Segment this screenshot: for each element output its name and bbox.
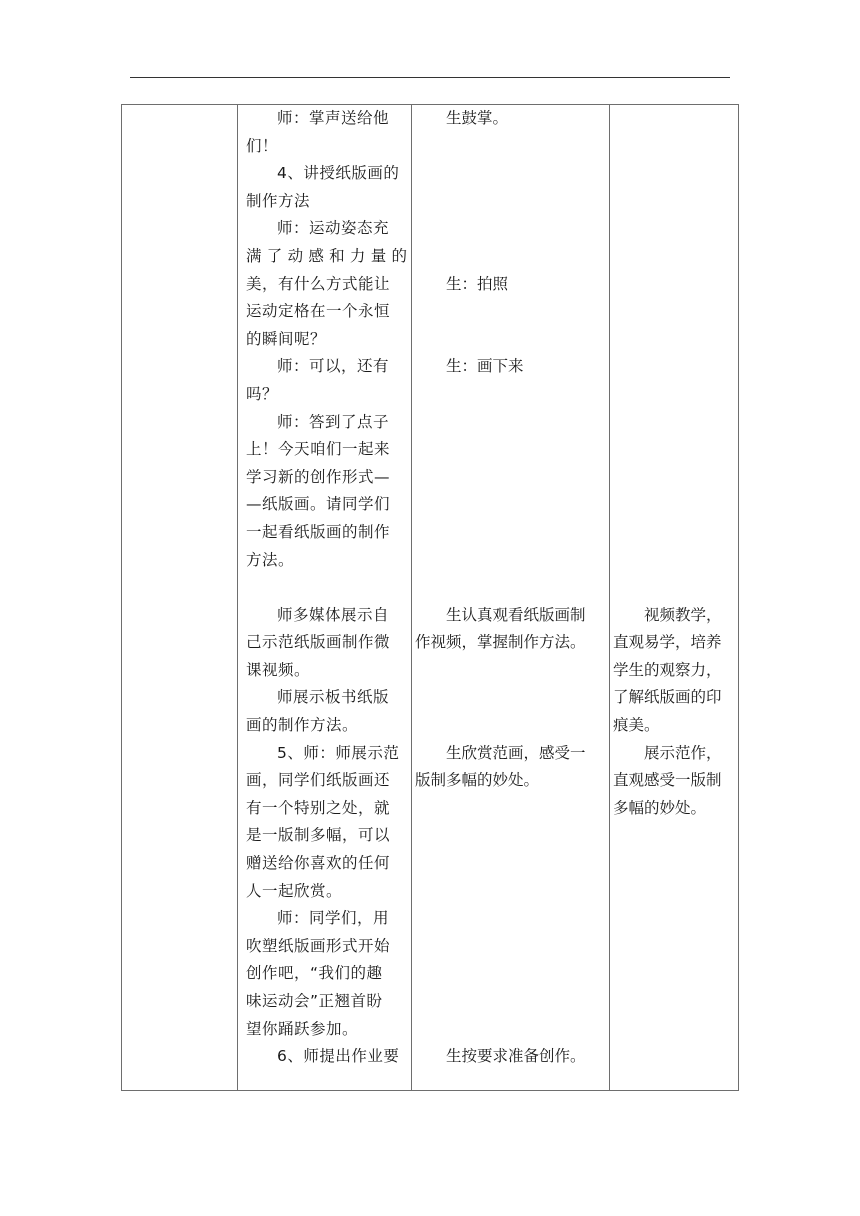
header-rule [130, 77, 730, 78]
blank-line [613, 574, 738, 602]
blank-line [415, 933, 609, 961]
text-line: 作视频，掌握制作方法。 [415, 633, 586, 652]
text-line: 视频教学， [644, 605, 722, 624]
text-line: 了解纸版画的印 [613, 688, 722, 707]
text-line: 生：拍照 [446, 274, 509, 293]
text-line: 展示范作， [644, 743, 722, 762]
blank-line [613, 160, 738, 188]
blank-line [613, 271, 738, 299]
text-line: 痕美。 [613, 716, 660, 735]
text-line: 上！今天咱们一起来 [246, 440, 391, 459]
blank-line [613, 381, 738, 409]
teacher-activity-cell [238, 105, 412, 1091]
blank-line [415, 960, 609, 988]
blank-line [613, 243, 738, 271]
text-line: 人一起欣赏。 [246, 881, 343, 900]
text-line: 赠送给你喜欢的任何 [246, 854, 391, 873]
blank-line [613, 519, 738, 547]
text-line: 生：画下来 [446, 357, 524, 376]
text-line: 学生的观察力， [613, 660, 722, 679]
text-line: 们！ [246, 136, 279, 155]
blank-line [415, 905, 609, 933]
design-intent-cell [610, 105, 739, 1091]
student-activity-lines [415, 105, 609, 1071]
blank-line [613, 326, 738, 354]
blank-line [415, 133, 609, 161]
text-line: 画，同学们纸版画还 [246, 771, 391, 790]
blank-line [415, 326, 609, 354]
design-intent-lines [613, 105, 738, 822]
text-line: 制作方法 [246, 191, 311, 210]
text-line: 创作吧，“我们的趣 [246, 964, 383, 983]
text-line: 方法。 [246, 550, 295, 569]
blank-line [613, 353, 738, 381]
blank-line [415, 409, 609, 437]
blank-line [613, 547, 738, 575]
text-line: 有一个特别之处，就 [246, 798, 391, 817]
text-line: 师多媒体展示自 [277, 605, 390, 624]
blank-line [415, 547, 609, 575]
table-row [122, 105, 739, 1091]
text-line: 是一版制多幅，可以 [246, 826, 391, 845]
text-line: 版制多幅的妙处。 [415, 771, 540, 790]
teacher-activity-lines [246, 105, 407, 1071]
blank-line [415, 519, 609, 547]
text-line: 6、师提出作业要 [277, 1047, 400, 1066]
blank-line [415, 822, 609, 850]
blank-line [415, 215, 609, 243]
blank-line [415, 657, 609, 685]
text-line: 美，有什么方式能让 [246, 274, 391, 293]
blank-line [415, 243, 609, 271]
blank-line [613, 491, 738, 519]
text-line: 生鼓掌。 [446, 109, 509, 127]
blank-line [415, 850, 609, 878]
blank-line [415, 160, 609, 188]
blank-line [415, 436, 609, 464]
blank-line [415, 684, 609, 712]
stage-cell [122, 105, 238, 1091]
text-line: 生欣赏范画，感受一 [446, 743, 586, 762]
text-line: 满了动感和力量的 [246, 246, 407, 265]
text-line: 运动定格在一个永恒 [246, 302, 391, 321]
text-line: 师：同学们，用 [277, 909, 390, 928]
text-line: 4、讲授纸版画的 [277, 164, 400, 183]
blank-line [415, 298, 609, 326]
blank-line [613, 105, 738, 133]
blank-line [246, 574, 407, 602]
text-line: 吹塑纸版画形式开始 [246, 936, 391, 955]
student-activity-cell [412, 105, 610, 1091]
text-line: 直观感受一版制 [613, 771, 722, 790]
text-line: 望你踊跃参加。 [246, 1019, 359, 1038]
blank-line [415, 1016, 609, 1044]
text-line: 5、师：师展示范 [277, 743, 400, 762]
lesson-plan-table [121, 104, 739, 1091]
blank-line [415, 795, 609, 823]
text-line: 生按要求准备创作。 [446, 1047, 586, 1066]
blank-line [613, 133, 738, 161]
text-line: 师：掌声送给他 [277, 109, 390, 127]
blank-line [415, 878, 609, 906]
blank-line [613, 409, 738, 437]
text-line: 味运动会”正翘首盼 [246, 992, 383, 1010]
text-line: 直观易学，培养 [613, 633, 722, 652]
text-line: 学习新的创作形式— [246, 467, 391, 486]
blank-line [613, 215, 738, 243]
blank-line [613, 298, 738, 326]
blank-line [613, 464, 738, 492]
blank-line [415, 381, 609, 409]
text-line: 师：可以，还有 [277, 357, 390, 376]
text-line: 师：运动姿态充 [277, 219, 390, 238]
text-line: 吗？ [246, 384, 279, 403]
blank-line [613, 188, 738, 216]
text-line: 生认真观看纸版画制 [446, 605, 586, 624]
text-line: 的瞬间呢？ [246, 329, 327, 348]
blank-line [415, 712, 609, 740]
blank-line [415, 464, 609, 492]
blank-line [415, 574, 609, 602]
text-line: 己示范纸版画制作微 [246, 633, 391, 652]
text-line: 画的制作方法。 [246, 716, 359, 735]
text-line: —纸版画。请同学们 [246, 495, 391, 514]
blank-line [415, 188, 609, 216]
text-line: 一起看纸版画的制作 [246, 522, 391, 541]
blank-line [415, 988, 609, 1016]
blank-line [613, 436, 738, 464]
text-line: 师：答到了点子 [277, 412, 390, 431]
text-line: 师展示板书纸版 [277, 688, 390, 707]
text-line: 多幅的妙处。 [613, 798, 707, 817]
blank-line [415, 491, 609, 519]
text-line: 课视频。 [246, 660, 311, 679]
